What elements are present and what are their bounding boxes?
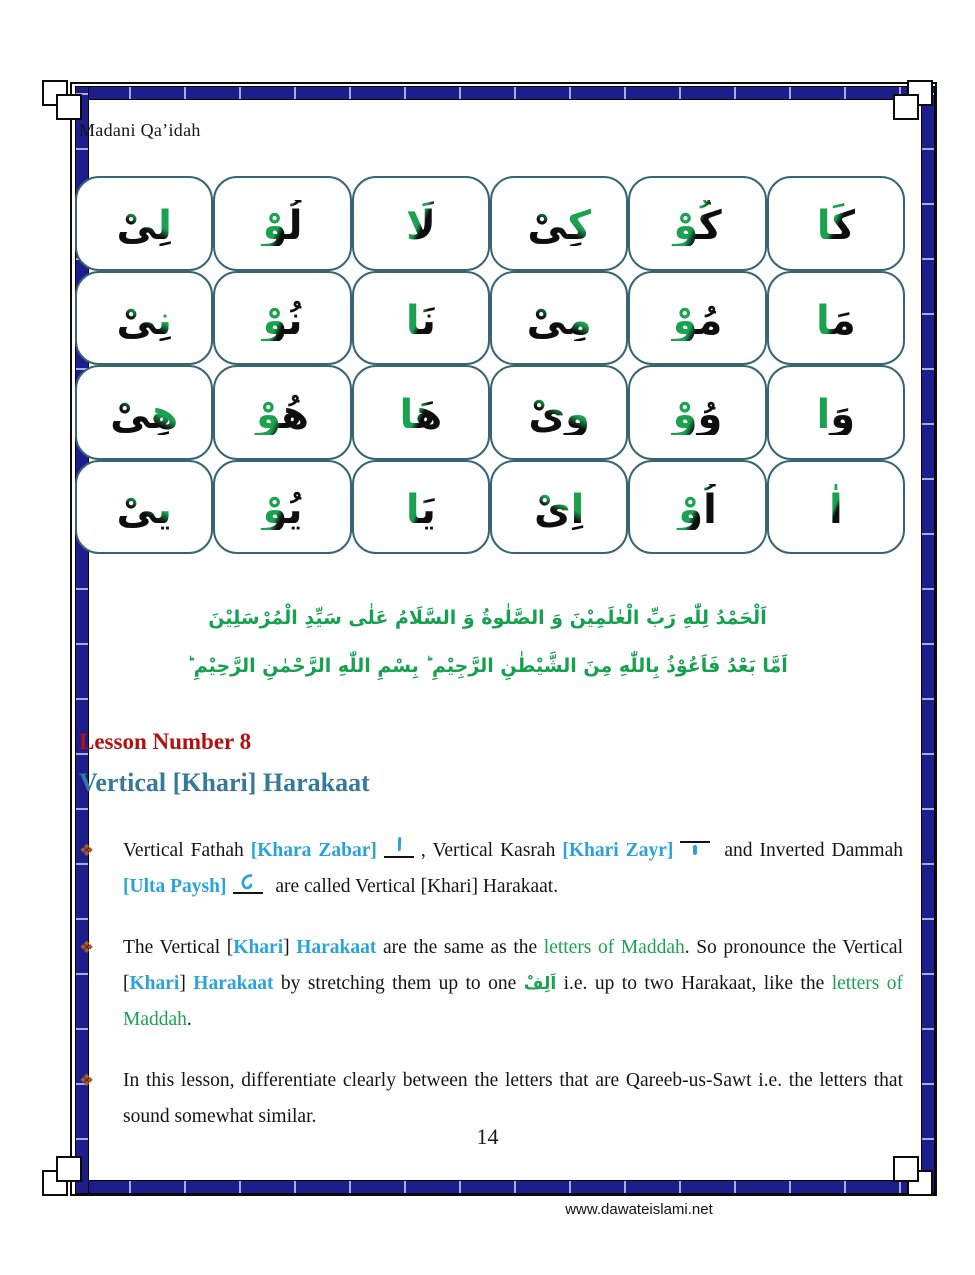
grid-cell [213, 365, 351, 460]
arabic-syllable: مِىْ [523, 295, 596, 341]
khara-zabar-mark-icon [382, 837, 416, 859]
grid-cell [490, 176, 628, 271]
term-letters-of-maddah: letters of Maddah [543, 937, 685, 958]
corner-knot [893, 94, 919, 120]
text-run: The Vertical [ [123, 937, 234, 958]
grid-cell [75, 176, 213, 271]
text-run: In this lesson, differentiate clearly between the letters that are Qareeb-us-Sawt i.e. the letters that sound somewhat similar. [123, 1070, 903, 1127]
grid-cell [767, 176, 905, 271]
term-khari: Khari [129, 973, 180, 994]
grid-cell [628, 365, 766, 460]
arabic-syllable: كِىْ [523, 200, 595, 246]
bullet-text [123, 833, 903, 905]
text-run: . So pronounce the Vertical [ [123, 937, 903, 994]
arabic-syllable: مَا [812, 295, 860, 341]
term-khara-zabar: [Khara Zabar] [250, 840, 377, 861]
frame-bar-top [75, 86, 935, 100]
page-title: Madani Qa’idah [79, 120, 201, 140]
grid-cell [352, 460, 490, 555]
grid-cell [213, 271, 351, 366]
dua-text [90, 594, 885, 690]
arabic-syllable: وِىْ [524, 389, 594, 435]
text-run: , Vertical Kasrah [420, 840, 563, 861]
footer-website-link[interactable]: www.dawateislami.net [565, 1201, 713, 1218]
text-run: ] [283, 937, 297, 958]
grid-cell [490, 271, 628, 366]
corner-knot [56, 1156, 82, 1182]
frame-bar-bottom [75, 1180, 935, 1194]
text-run: i.e. up to two Harakaat, like the [556, 973, 832, 994]
diamond-bullet-icon: ❖ [79, 1071, 95, 1091]
arabic-syllable: اُوْ [674, 484, 721, 530]
arabic-syllable: لِىْ [112, 200, 176, 246]
bullet-item [79, 833, 903, 905]
arabic-syllable: يِىْ [112, 484, 176, 530]
grid-cell [352, 176, 490, 271]
arabic-syllable: يَا [402, 484, 440, 530]
lesson-title: Vertical [Khari] Harakaat [79, 768, 370, 797]
bullet-item [79, 930, 903, 1038]
corner-knot [56, 94, 82, 120]
diamond-bullet-icon: ❖ [79, 938, 95, 958]
arabic-syllable: يُوْ [258, 484, 306, 530]
grid-cell [490, 460, 628, 555]
grid-cell [213, 176, 351, 271]
corner-knot [893, 1156, 919, 1182]
bullet-text [123, 930, 903, 1038]
arabic-syllable: اٰ [825, 484, 847, 530]
arabic-syllable: كُوْ [669, 200, 725, 246]
grid-cell [628, 176, 766, 271]
grid-cell [628, 271, 766, 366]
lesson-number-heading: Lesson Number 8 [79, 729, 252, 754]
frame-bar-right [921, 86, 935, 1194]
lesson-body [79, 833, 903, 1135]
arabic-syllable: نِىْ [112, 295, 176, 341]
dua-line-2: اَمَّا بَعْدُ فَاَعُوْذُ بِاللّٰهِ مِنَ الشَّيْطٰنِ الرَّجِيْمِ ؕ بِسْمِ اللّٰهِ الرَّحْمٰنِ الرَّحِيْمِ ؕ [187, 655, 788, 677]
grid-cell [767, 460, 905, 555]
grid-cell [767, 365, 905, 460]
term-letters-of-maddah: letters of Maddah [123, 973, 904, 1030]
arabic-syllable: مُوْ [669, 295, 727, 341]
grid-cell [75, 365, 213, 460]
arabic-syllable: نَا [402, 295, 440, 341]
term-khari: Khari [233, 937, 284, 958]
term-harakaat: Harakaat [193, 973, 274, 994]
grid-cell [352, 365, 490, 460]
diamond-bullet-icon: ❖ [79, 841, 95, 861]
grid-cell [767, 271, 905, 366]
page-number: 14 [476, 1124, 499, 1149]
arabic-syllable: لَا [402, 200, 440, 246]
arabic-syllable: اِىْ [530, 484, 588, 530]
grid-cell [352, 271, 490, 366]
grid-cell [75, 460, 213, 555]
text-run: Vertical Fathah [123, 840, 251, 861]
grid-cell [75, 271, 213, 366]
grid-cell [628, 460, 766, 555]
arabic-syllable: وَا [813, 389, 860, 435]
text-run: by stretching them up to one [273, 973, 524, 994]
grid-cell [490, 365, 628, 460]
ulta-paysh-mark-icon [231, 873, 265, 895]
arabic-syllable: وُوْ [669, 389, 727, 435]
arabic-syllable: هُوْ [252, 389, 313, 435]
text-run: ] [179, 973, 194, 994]
arabic-syllable: لُوْ [258, 200, 306, 246]
term-ulta-paysh: [Ulta Paysh] [123, 876, 227, 897]
grid-cell [213, 460, 351, 555]
term-khari-zayr: [Khari Zayr] [562, 840, 674, 861]
text-run: . [186, 1009, 192, 1030]
khari-zayr-mark-icon [678, 837, 712, 859]
text-run: and Inverted Dammah [717, 840, 903, 861]
arabic-alif-word: اَلِفْ [523, 974, 557, 994]
arabic-syllable: هَا [395, 389, 446, 435]
term-harakaat: Harakaat [296, 937, 377, 958]
text-run: are the same as the [376, 937, 544, 958]
arabic-syllable: كَا [813, 200, 859, 246]
arabic-syllable: هِىْ [106, 389, 182, 435]
dua-line-1: اَلْحَمْدُ لِلّٰهِ رَبِّ الْعٰلَمِيْنَ وَ الصَّلٰوةُ وَ السَّلَامُ عَلٰى سَيِّدِ الْمُرْسَلِيْنَ [208, 607, 767, 629]
text-run: are called Vertical [Khari] Harakaat. [270, 876, 559, 897]
letter-grid [75, 176, 905, 554]
arabic-syllable: نُوْ [258, 295, 306, 341]
